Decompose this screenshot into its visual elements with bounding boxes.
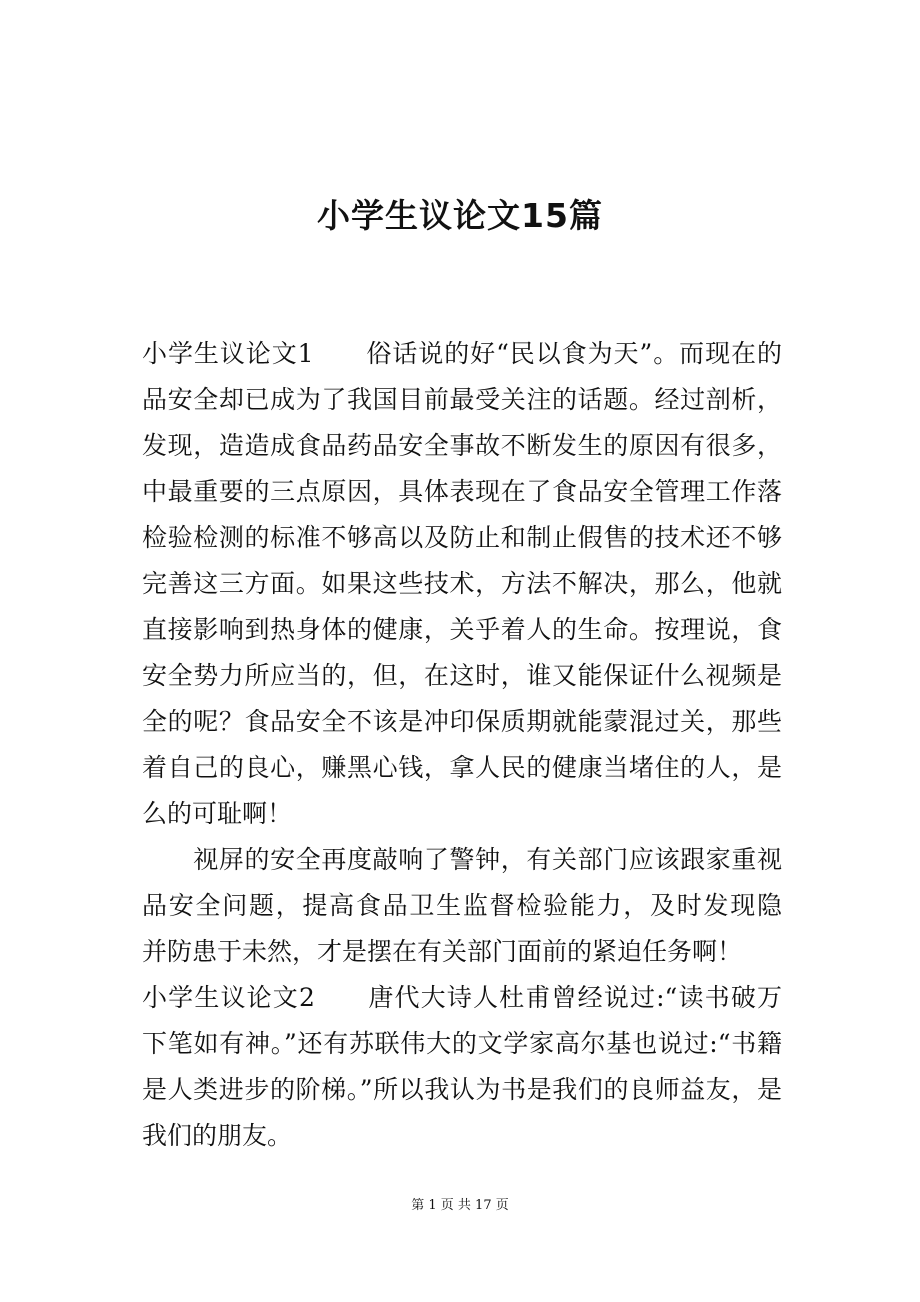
text-line: 品安全却已成为了我国目前最受关注的话题。经过剖析，	[142, 385, 782, 414]
text-line: 中最重要的三点原因，具体表现在了食品安全管理工作落	[142, 477, 782, 506]
page-footer: 第 1 页 共 17 页	[411, 1198, 509, 1213]
text-line: 下笔如有神。”还有苏联伟大的文学家高尔基也说过:“书籍	[142, 1029, 782, 1058]
text-line: 么的可耻啊！	[142, 799, 293, 828]
text-line: 检验检测的标准不够高以及防止和制止假售的技术还不够	[142, 523, 782, 552]
text-line: 直接影响到热身体的健康，关乎着人的生命。按理说，食	[142, 615, 782, 644]
document-body	[142, 331, 782, 1159]
text-line: 并防患于未然，才是摆在有关部门面前的紧迫任务啊！	[142, 937, 743, 966]
text-line: 品安全问题，提高食品卫生监督检验能力，及时发现隐	[142, 891, 782, 920]
text-line: 安全势力所应当的，但，在这时，谁又能保证什么视频是	[142, 661, 782, 690]
text-line: 是人类进步的阶梯。”所以我认为书是我们的良师益友，是	[142, 1075, 782, 1104]
text-line: 着自己的良心，赚黑心钱，拿人民的健康当堵住的人，是	[142, 753, 782, 782]
text-line: 全的呢？食品安全不该是冲印保质期就能蒙混过关，那些	[142, 707, 782, 736]
text-line: 视屏的安全再度敲响了警钟，有关部门应该跟家重视	[193, 845, 782, 874]
document-title: 小学生议论文15篇	[317, 196, 603, 235]
text-line: 小学生议论文1 俗话说的好“民以食为天”。而现在的	[142, 339, 782, 368]
text-line: 小学生议论文2 唐代大诗人杜甫曾经说过:“读书破万	[142, 983, 782, 1012]
text-line: 发现，造造成食品药品安全事故不断发生的原因有很多，	[142, 431, 782, 460]
text-line: 完善这三方面。如果这些技术，方法不解决，那么，他就	[142, 569, 782, 598]
text-line: 我们的朋友。	[142, 1121, 293, 1150]
